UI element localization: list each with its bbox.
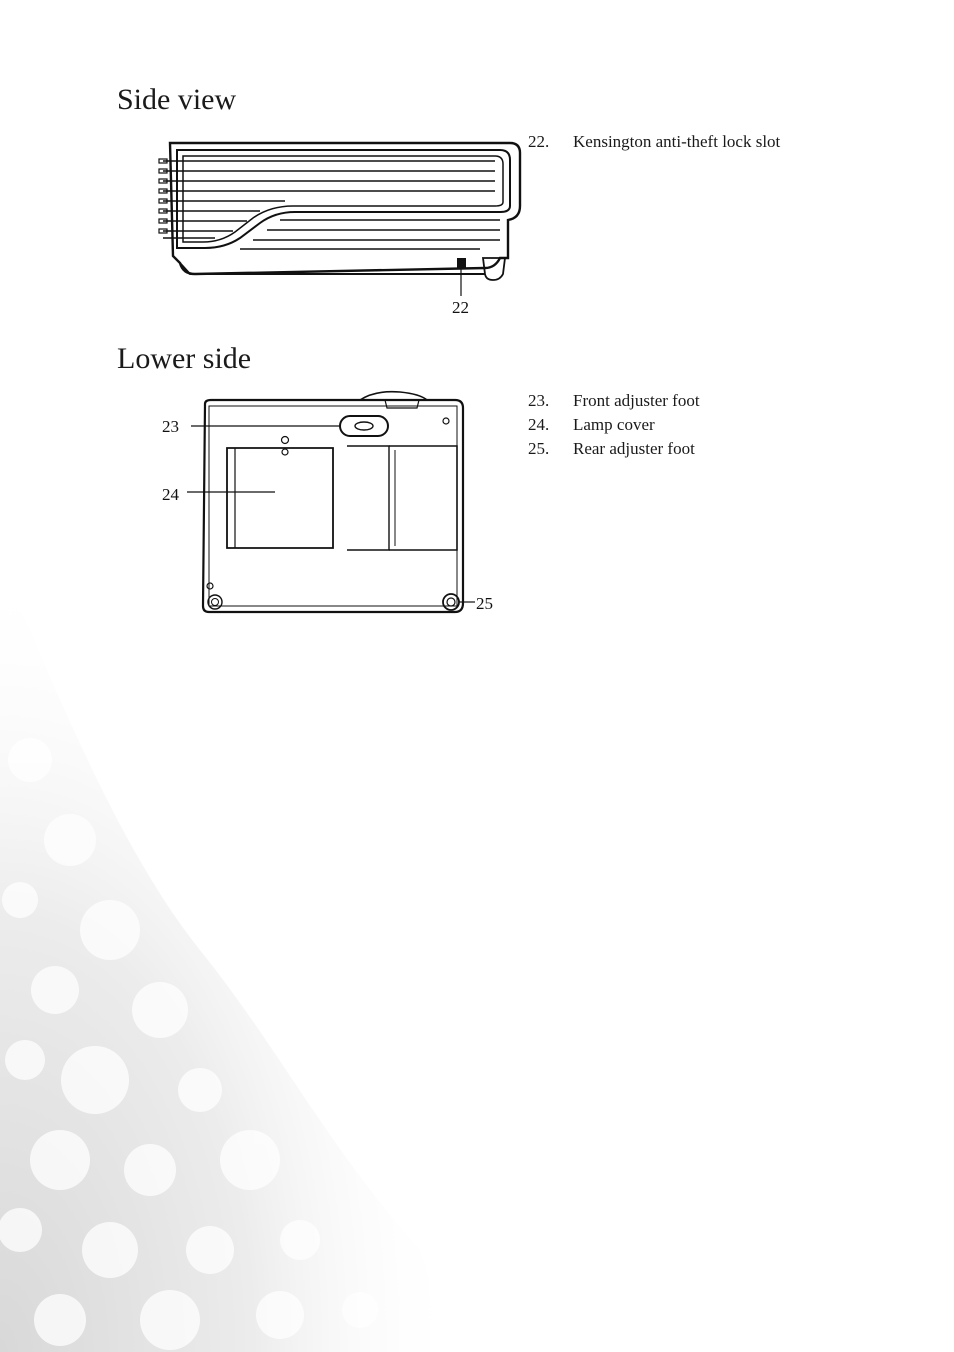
- item-number: 23.: [528, 391, 550, 410]
- item-label: Rear adjuster foot: [573, 439, 695, 458]
- item-number: 24.: [528, 415, 550, 434]
- list-item: [528, 437, 700, 461]
- section-title-lower-side: Lower side: [117, 342, 252, 375]
- item-label: Kensington anti-theft lock slot: [573, 132, 781, 151]
- callout-22: 22: [452, 298, 469, 317]
- kensington-lock-slot-marker: [457, 258, 466, 269]
- list-item: [528, 130, 780, 154]
- item-number: 22.: [528, 132, 550, 151]
- section-title-side-view: Side view: [117, 83, 237, 116]
- projector-side-view-illustration: [155, 128, 535, 323]
- side-view-item-list: [528, 130, 780, 154]
- callout-24: 24: [162, 485, 179, 504]
- list-item: [528, 413, 700, 437]
- item-number: 25.: [528, 439, 550, 458]
- list-item: [528, 389, 700, 413]
- projector-bottom-view-illustration: [155, 388, 515, 620]
- item-label: Lamp cover: [573, 415, 655, 434]
- lower-side-item-list: [528, 389, 700, 461]
- callout-25: 25: [476, 594, 493, 613]
- item-label: Front adjuster foot: [573, 391, 700, 410]
- callout-23: 23: [162, 417, 179, 436]
